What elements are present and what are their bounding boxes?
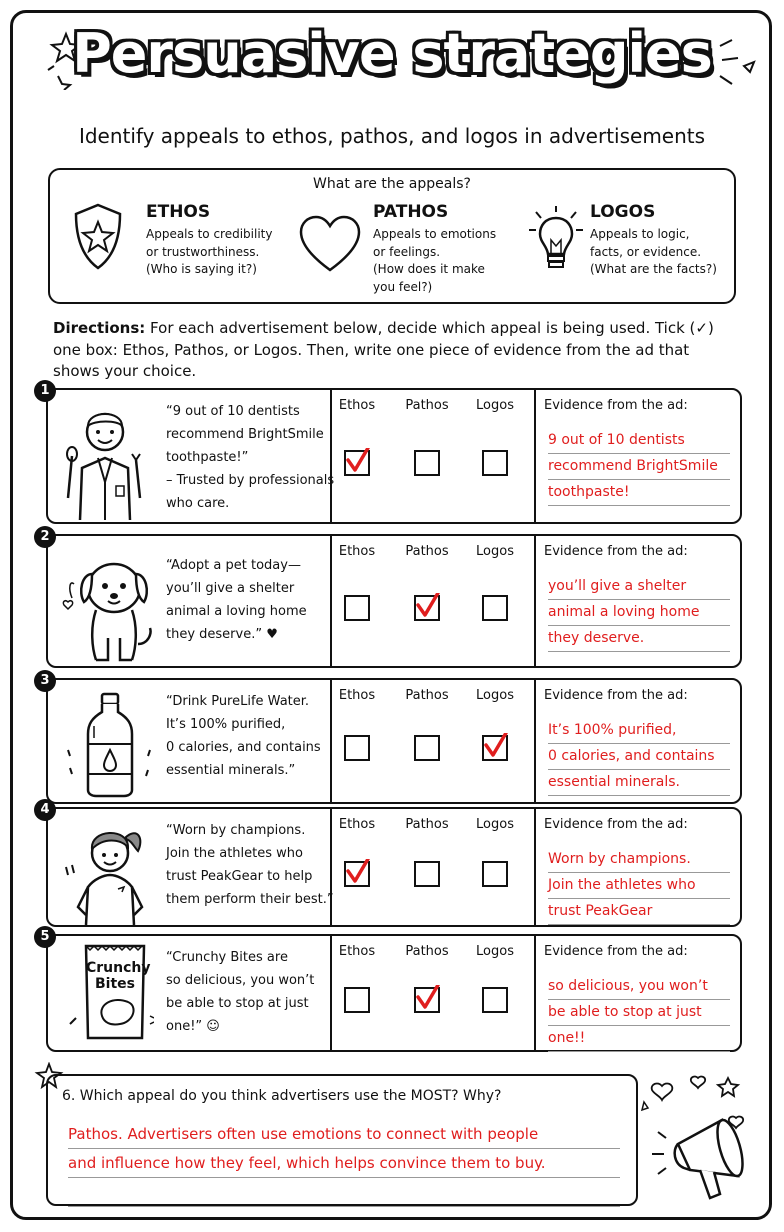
- checkmark-icon: [414, 593, 440, 619]
- ad-number-badge: 2: [34, 526, 56, 548]
- quote-line: “Crunchy Bites are: [166, 950, 288, 965]
- checkmark-icon: [344, 859, 370, 885]
- quote-line: It’s 100% purified,: [166, 717, 286, 732]
- quote-line: Join the athletes who: [166, 846, 303, 861]
- evidence-answer[interactable]: [548, 974, 730, 1052]
- column-header-pathos: Pathos: [405, 398, 449, 413]
- evidence-line: 0 calories, and contains: [548, 744, 730, 770]
- checkbox-pathos[interactable]: [414, 595, 440, 621]
- appeal-desc-line: you feel?): [373, 279, 433, 294]
- column-header-logos: Logos: [476, 944, 514, 959]
- chip-bag-label: [86, 960, 151, 992]
- checkbox-ethos[interactable]: [344, 735, 370, 761]
- card-divider: [534, 936, 536, 1050]
- appeal-desc-line: or trustworthiness.: [146, 244, 260, 259]
- heart-icon: [298, 214, 362, 274]
- ad-number-badge: 4: [34, 799, 56, 821]
- ad-card-5: [40, 929, 742, 1052]
- question-6-answer[interactable]: [68, 1120, 620, 1207]
- quote-line: they deserve.” ♥: [166, 627, 278, 642]
- column-header-ethos: Ethos: [338, 398, 376, 413]
- ad-card-4: [40, 802, 742, 927]
- evidence-line: Join the athletes who: [548, 873, 730, 899]
- evidence-header: Evidence from the ad:: [544, 944, 688, 959]
- ad-quote: [166, 554, 336, 646]
- ad-number-badge: 3: [34, 670, 56, 692]
- quote-line: essential minerals.”: [166, 763, 296, 778]
- checkbox-pathos[interactable]: [414, 735, 440, 761]
- shield-star-icon: [72, 202, 124, 272]
- checkmark-icon: [482, 733, 508, 759]
- evidence-line: trust PeakGear: [548, 899, 730, 925]
- quote-line: one!” ☺: [166, 1019, 220, 1034]
- checkbox-ethos[interactable]: [344, 987, 370, 1013]
- checkbox-pathos[interactable]: [414, 987, 440, 1013]
- page-subtitle: Identify appeals to ethos, pathos, and logos in advertisements: [78, 124, 706, 148]
- evidence-line: It’s 100% purified,: [548, 718, 730, 744]
- directions: [53, 318, 733, 383]
- water-bottle-icon: [62, 690, 158, 804]
- evidence-answer[interactable]: [548, 574, 730, 652]
- quote-line: – Trusted by professionals: [166, 473, 335, 488]
- quote-line: toothpaste!”: [166, 450, 249, 465]
- column-header-ethos: Ethos: [338, 944, 376, 959]
- athlete-icon: [60, 817, 156, 931]
- appeal-ethos: [146, 202, 272, 279]
- evidence-header: Evidence from the ad:: [544, 688, 688, 703]
- checkbox-logos[interactable]: [482, 595, 508, 621]
- appeal-desc-line: (How does it make: [373, 262, 485, 276]
- checkbox-logos[interactable]: [482, 861, 508, 887]
- dentist-icon: [60, 402, 150, 526]
- quote-line: be able to stop at just: [166, 996, 309, 1011]
- answer-line-blank: [68, 1178, 620, 1207]
- quote-line: “Worn by champions.: [166, 823, 306, 838]
- appeal-name: PATHOS: [373, 202, 449, 222]
- appeals-definitions-box: [48, 168, 736, 304]
- evidence-line: they deserve.: [548, 626, 730, 652]
- column-header-logos: Logos: [476, 817, 514, 832]
- evidence-answer[interactable]: [548, 718, 730, 796]
- checkbox-ethos[interactable]: [344, 595, 370, 621]
- evidence-line: essential minerals.: [548, 770, 730, 796]
- checkbox-pathos[interactable]: [414, 450, 440, 476]
- quote-line: animal a loving home: [166, 604, 307, 619]
- column-header-logos: Logos: [476, 544, 514, 559]
- appeal-desc-line: facts, or evidence.: [590, 244, 702, 259]
- ad-card-1: [40, 383, 742, 524]
- ad-quote: [166, 946, 336, 1038]
- checkbox-logos[interactable]: [482, 735, 508, 761]
- evidence-answer[interactable]: [548, 847, 730, 925]
- evidence-line: be able to stop at just: [548, 1000, 730, 1026]
- lightbulb-icon: [526, 204, 586, 274]
- evidence-header: Evidence from the ad:: [544, 817, 688, 832]
- question-6-box: [46, 1074, 638, 1206]
- evidence-line: you’ll give a shelter: [548, 574, 730, 600]
- quote-line: “9 out of 10 dentists: [166, 404, 300, 419]
- checkbox-pathos[interactable]: [414, 861, 440, 887]
- ad-card-2: [40, 529, 742, 668]
- puppy-icon: [62, 548, 158, 668]
- evidence-line: toothpaste!: [548, 480, 730, 506]
- column-header-pathos: Pathos: [405, 944, 449, 959]
- checkmark-icon: [414, 985, 440, 1011]
- appeal-pathos: [373, 202, 496, 296]
- ad-number-badge: 1: [34, 380, 56, 402]
- appeal-desc-line: or feelings.: [373, 244, 441, 259]
- evidence-line: 9 out of 10 dentists: [548, 428, 730, 454]
- column-header-pathos: Pathos: [405, 817, 449, 832]
- appeal-desc-line: Appeals to credibility: [146, 227, 273, 241]
- quote-line: “Drink PureLife Water.: [166, 694, 310, 709]
- checkbox-ethos[interactable]: [344, 450, 370, 476]
- appeal-desc-line: Appeals to logic,: [590, 227, 690, 241]
- quote-line: recommend BrightSmile: [166, 427, 324, 442]
- ad-number-badge: 5: [34, 926, 56, 948]
- column-header-pathos: Pathos: [405, 688, 449, 703]
- evidence-line: animal a loving home: [548, 600, 730, 626]
- appeal-desc-line: (Who is saying it?): [146, 262, 257, 276]
- checkbox-ethos[interactable]: [344, 861, 370, 887]
- page-title: Persuasive strategies: [72, 22, 712, 85]
- card-divider: [534, 680, 536, 802]
- ad-quote: [166, 400, 336, 515]
- ad-quote: [166, 690, 336, 782]
- appeal-desc-line: (What are the facts?): [590, 262, 717, 276]
- checkbox-logos[interactable]: [482, 450, 508, 476]
- quote-line: trust PeakGear to help: [166, 869, 313, 884]
- evidence-answer[interactable]: [548, 428, 730, 506]
- question-6-text: 6. Which appeal do you think advertisers use the MOST? Why?: [62, 1088, 502, 1104]
- directions-label: Directions:: [53, 319, 146, 337]
- evidence-line: so delicious, you won’t: [548, 974, 730, 1000]
- column-header-ethos: Ethos: [338, 817, 376, 832]
- megaphone-icon: [638, 1074, 758, 1214]
- evidence-line: Worn by champions.: [548, 847, 730, 873]
- column-header-logos: Logos: [476, 398, 514, 413]
- appeal-logos: [590, 202, 717, 279]
- evidence-header: Evidence from the ad:: [544, 544, 688, 559]
- ad-card-3: [40, 673, 742, 804]
- appeal-name: LOGOS: [590, 202, 656, 222]
- evidence-header: Evidence from the ad:: [544, 398, 688, 413]
- card-divider: [534, 390, 536, 522]
- quote-line: “Adopt a pet today—: [166, 558, 301, 573]
- checkmark-icon: [344, 448, 370, 474]
- ad-quote: [166, 819, 336, 911]
- column-header-ethos: Ethos: [338, 544, 376, 559]
- column-header-ethos: Ethos: [338, 688, 376, 703]
- appeals-heading: What are the appeals?: [313, 176, 471, 192]
- appeal-desc-line: Appeals to emotions: [373, 227, 497, 241]
- bag-label-line: Bites: [95, 976, 135, 992]
- answer-line: Pathos. Advertisers often use emotions to connect with people: [68, 1120, 620, 1149]
- column-header-pathos: Pathos: [405, 544, 449, 559]
- quote-line: them perform their best.”: [166, 892, 334, 907]
- quote-line: who care.: [166, 496, 230, 511]
- card-divider: [534, 536, 536, 666]
- checkbox-logos[interactable]: [482, 987, 508, 1013]
- quote-line: 0 calories, and contains: [166, 740, 321, 755]
- evidence-line: recommend BrightSmile: [548, 454, 730, 480]
- appeal-name: ETHOS: [146, 202, 211, 222]
- evidence-line: one!!: [548, 1026, 730, 1052]
- column-header-logos: Logos: [476, 688, 514, 703]
- answer-line: and influence how they feel, which helps convince them to buy.: [68, 1149, 620, 1178]
- directions-text: For each advertisement below, decide which appeal is being used. Tick (✓) one box: Ethos, Pathos, or Logos. Then, write one piece of evidence from the ad that shows your choice.: [53, 319, 714, 380]
- chip-bag-icon: [58, 940, 154, 1056]
- quote-line: you’ll give a shelter: [166, 581, 295, 596]
- quote-line: so delicious, you won’t: [166, 973, 315, 988]
- card-divider: [534, 809, 536, 925]
- bag-label-line: Crunchy: [86, 960, 151, 976]
